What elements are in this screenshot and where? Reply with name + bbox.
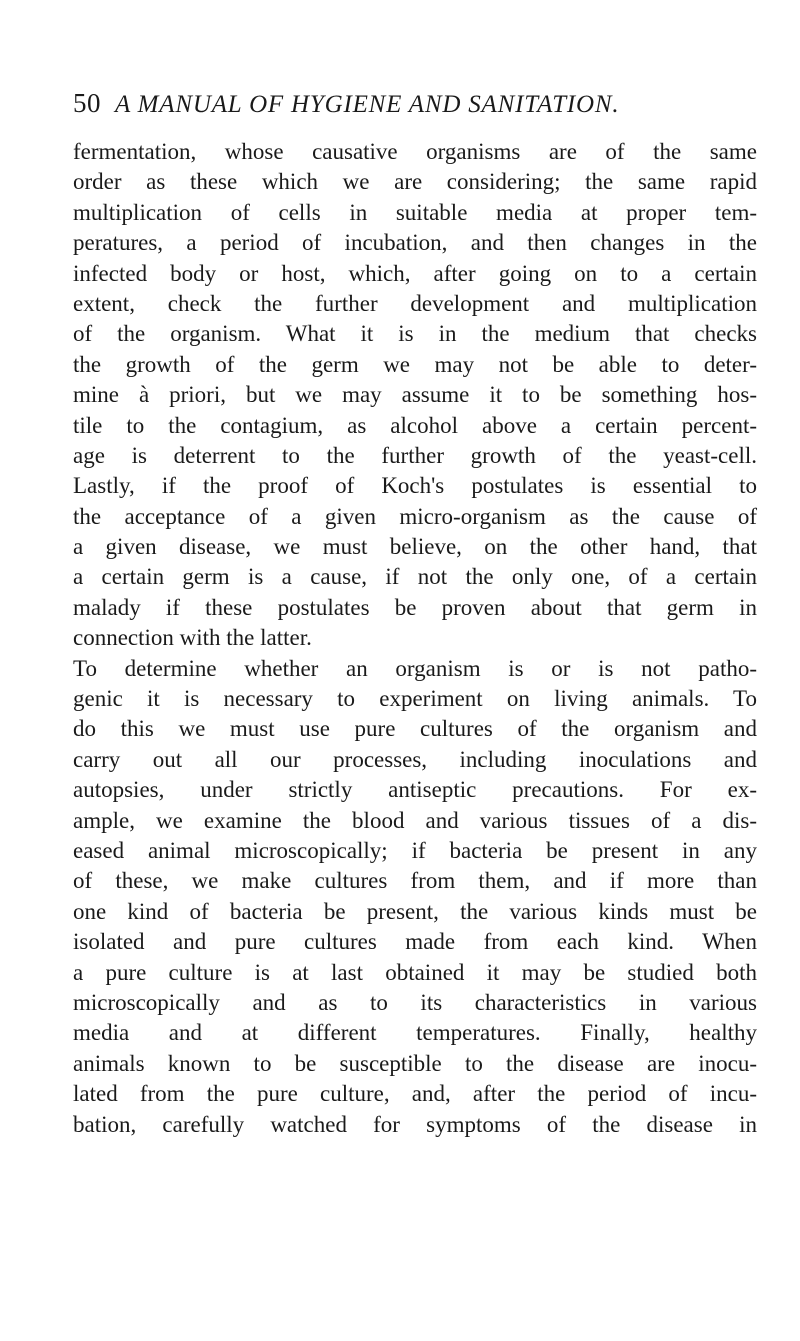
text-line: the acceptance of a given micro-organism as the cause of bbox=[73, 503, 757, 529]
text-line: a given disease, we must believe, on the other hand, that bbox=[73, 534, 757, 560]
text-line: malady if these postulates be proven about that germ in bbox=[73, 594, 757, 620]
text-line: peratures, a period of incubation, and then changes in the bbox=[73, 230, 757, 256]
text-line: of these, we make cultures from them, and if more than bbox=[73, 868, 757, 894]
text-line: one kind of bacteria be present, the various kinds must be bbox=[73, 898, 757, 924]
text-line: animals known to be susceptible to the disease are inocu- bbox=[73, 1050, 757, 1076]
text-line: microscopically and as to its characteristics in various bbox=[73, 989, 757, 1015]
body-text bbox=[73, 137, 757, 1140]
text-line: bation, carefully watched for symptoms of the disease in bbox=[73, 1111, 757, 1137]
text-line: a certain germ is a cause, if not the only one, of a certain bbox=[73, 564, 757, 590]
text-line: the growth of the germ we may not be able to deter- bbox=[73, 351, 757, 377]
text-line: do this we must use pure cultures of the organism and bbox=[73, 716, 757, 742]
text-line: mine à priori, but we may assume it to be something hos- bbox=[73, 382, 757, 408]
running-title: A MANUAL OF HYGIENE AND SANITATION. bbox=[115, 91, 620, 118]
text-line: of the organism. What it is in the medium that checks bbox=[73, 321, 757, 347]
text-line: a pure culture is at last obtained it may be studied both bbox=[73, 959, 757, 985]
text-line: Lastly, if the proof of Koch's postulates is essential to bbox=[73, 473, 757, 499]
text-line: carry out all our processes, including inoculations and bbox=[73, 746, 757, 772]
text-line: order as these which we are considering; the same rapid bbox=[73, 169, 757, 195]
text-line: isolated and pure cultures made from each kind. When bbox=[73, 929, 757, 955]
text-line: ample, we examine the blood and various tissues of a dis- bbox=[73, 807, 757, 833]
text-line: media and at different temperatures. Finally, healthy bbox=[73, 1020, 757, 1046]
text-line: age is deterrent to the further growth of the yeast-cell. bbox=[73, 442, 757, 468]
page-header bbox=[73, 88, 773, 128]
text-line: eased animal microscopically; if bacteria be present in any bbox=[73, 837, 757, 863]
text-line: multiplication of cells in suitable media at proper tem- bbox=[73, 199, 757, 225]
text-line: infected body or host, which, after going on to a certain bbox=[73, 260, 757, 286]
text-line: lated from the pure culture, and, after the period of incu- bbox=[73, 1081, 757, 1107]
text-line: To determine whether an organism is or is not patho- bbox=[73, 655, 757, 681]
text-line: fermentation, whose causative organisms are of the same bbox=[73, 139, 757, 164]
page-number: 50 bbox=[73, 88, 101, 118]
text-line: autopsies, under strictly antiseptic precautions. For ex- bbox=[73, 777, 757, 803]
text-line: extent, check the further development and multiplication bbox=[73, 290, 757, 316]
text-line: tile to the contagium, as alcohol above a certain percent- bbox=[73, 412, 757, 438]
text-line: connection with the latter. bbox=[73, 625, 312, 651]
text-line: genic it is necessary to experiment on living animals. To bbox=[73, 686, 757, 712]
